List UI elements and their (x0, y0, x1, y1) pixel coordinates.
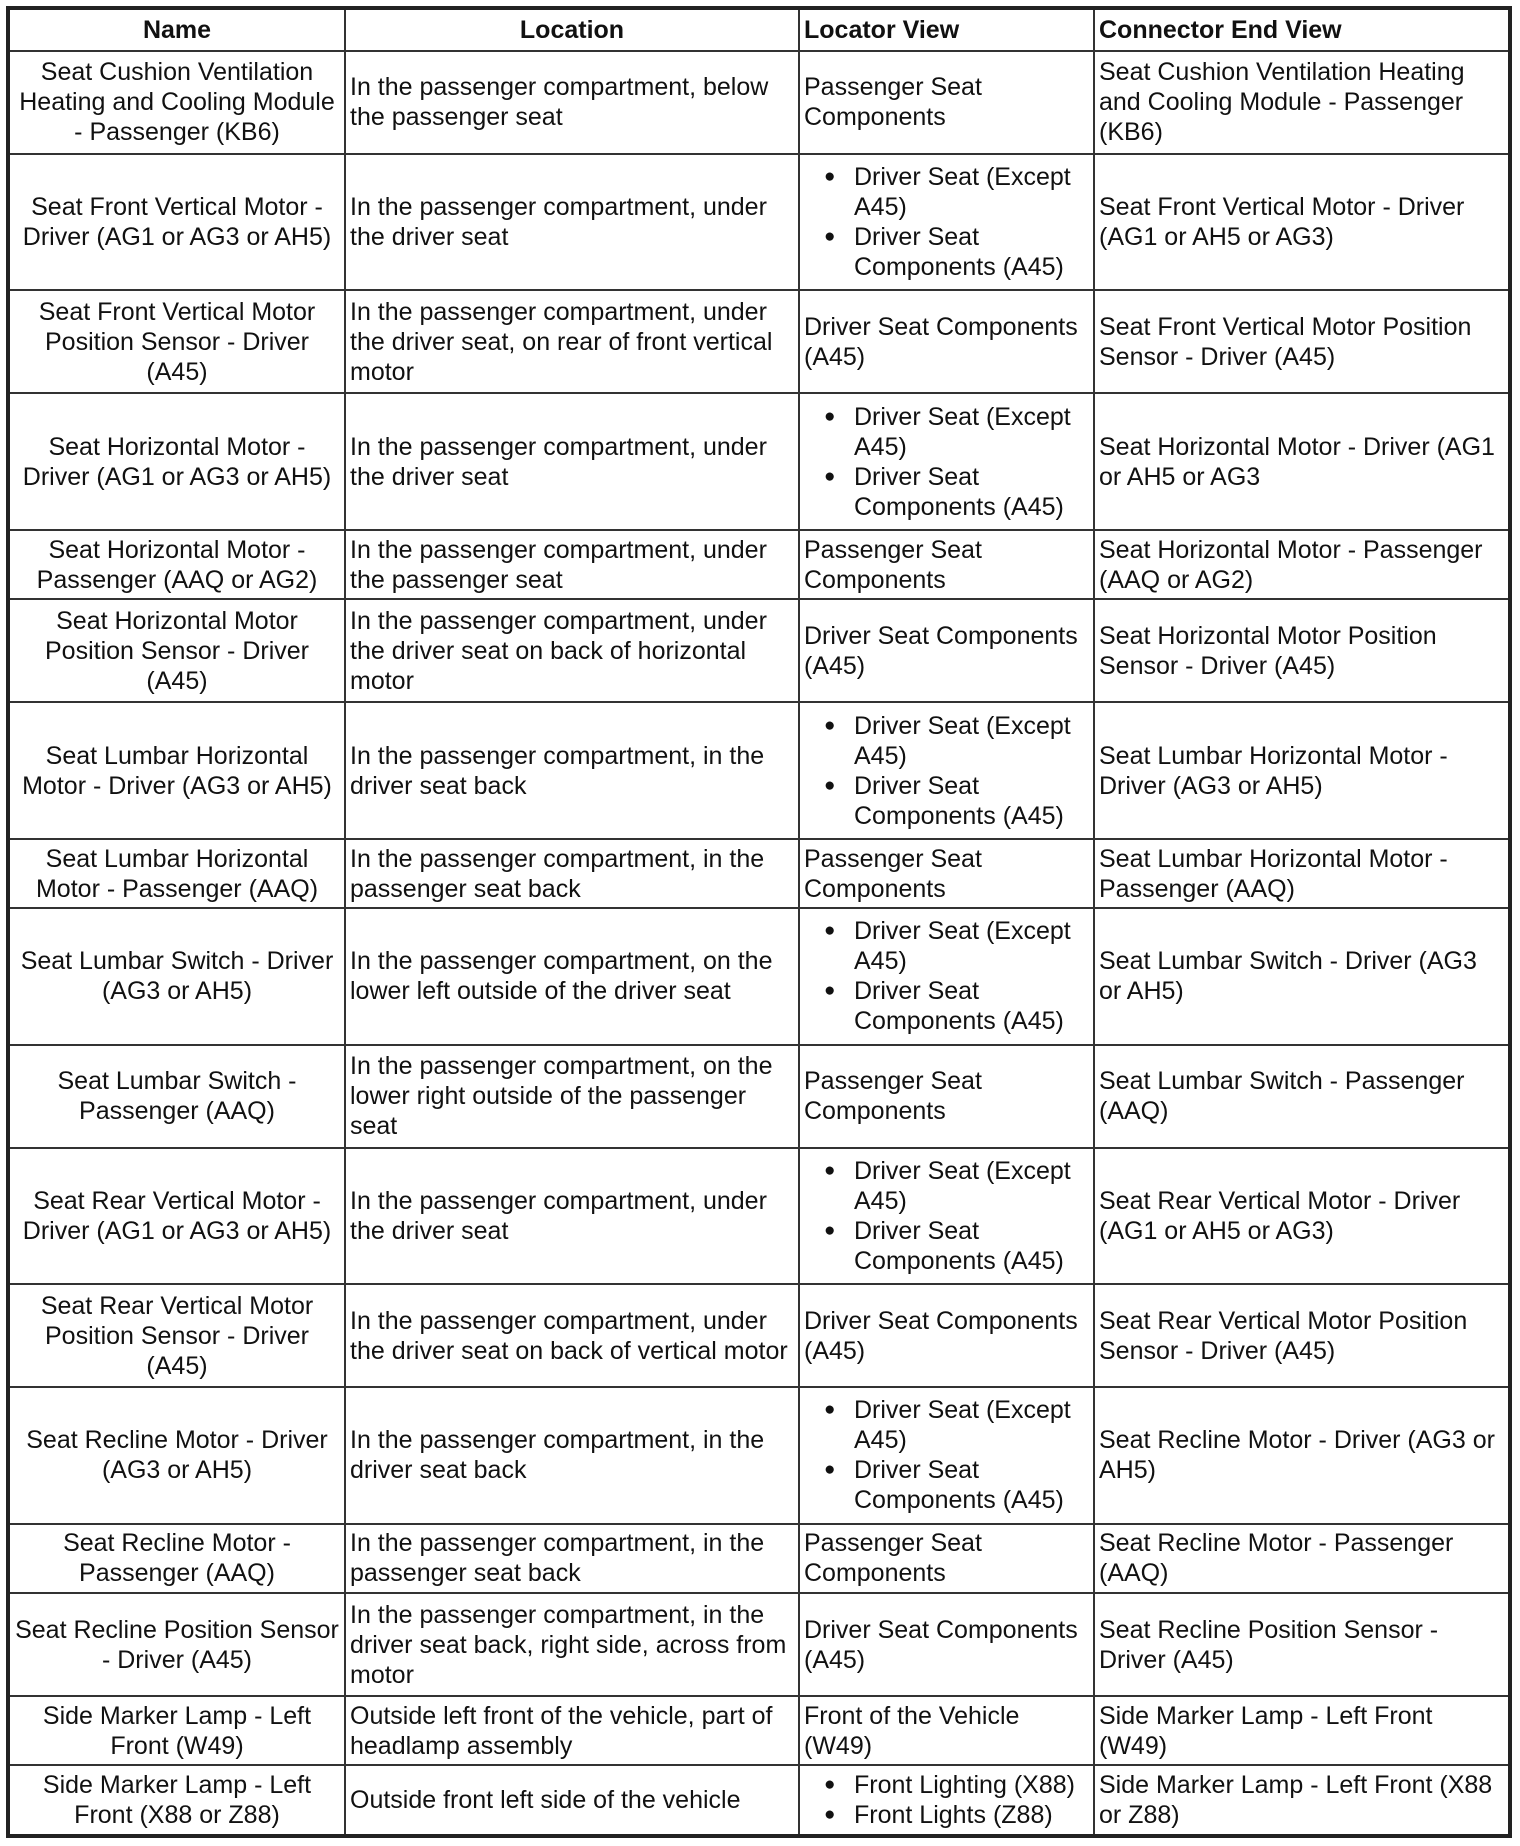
cell-locator-view (799, 1765, 1094, 1836)
column-header-name: Name (8, 8, 345, 51)
cell-location: In the passenger compartment, under the driver seat on back of vertical motor (345, 1284, 799, 1387)
cell-location: Outside front left side of the vehicle (345, 1765, 799, 1836)
component-locator-table (6, 6, 1512, 1838)
table-body (8, 51, 1510, 1836)
locator-view-item: ● Driver Seat Components (A45) (804, 1216, 1089, 1276)
cell-name: Seat Recline Position Sensor - Driver (A45) (8, 1593, 345, 1696)
cell-connector-end-view: Seat Front Vertical Motor - Driver (AG1 or AH5 or AG3) (1094, 154, 1510, 291)
cell-location: Outside left front of the vehicle, part of headlamp assembly (345, 1696, 799, 1765)
locator-view-item: ● Driver Seat Components (A45) (804, 222, 1089, 282)
cell-location: In the passenger compartment, in the passenger seat back (345, 839, 799, 908)
cell-name: Seat Lumbar Switch - Driver (AG3 or AH5) (8, 908, 345, 1045)
cell-location: In the passenger compartment, on the lower left outside of the driver seat (345, 908, 799, 1045)
cell-locator-view: Driver Seat Components (A45) (799, 1284, 1094, 1387)
cell-connector-end-view: Seat Lumbar Horizontal Motor - Driver (AG3 or AH5) (1094, 702, 1510, 839)
table-row (8, 290, 1510, 393)
cell-connector-end-view: Seat Rear Vertical Motor - Driver (AG1 or AH5 or AG3) (1094, 1148, 1510, 1285)
locator-view-item: ● Driver Seat Components (A45) (804, 771, 1089, 831)
cell-location: In the passenger compartment, in the driver seat back (345, 1387, 799, 1524)
cell-locator-view: Driver Seat Components (A45) (799, 290, 1094, 393)
table-row (8, 1593, 1510, 1696)
cell-locator-view (799, 154, 1094, 291)
cell-name: Seat Cushion Ventilation Heating and Cooling Module - Passenger (KB6) (8, 51, 345, 154)
cell-connector-end-view: Side Marker Lamp - Left Front (W49) (1094, 1696, 1510, 1765)
cell-name: Seat Lumbar Horizontal Motor - Driver (AG3 or AH5) (8, 702, 345, 839)
locator-view-item: ● Driver Seat (Except A45) (804, 1156, 1089, 1216)
table-row (8, 908, 1510, 1045)
cell-connector-end-view: Seat Horizontal Motor - Driver (AG1 or AH5 or AG3 (1094, 393, 1510, 530)
cell-location: In the passenger compartment, under the passenger seat (345, 530, 799, 599)
locator-view-list (804, 1156, 1089, 1276)
table-row (8, 1284, 1510, 1387)
cell-location: In the passenger compartment, in the passenger seat back (345, 1524, 799, 1593)
locator-view-list (804, 1770, 1089, 1830)
cell-connector-end-view: Seat Lumbar Horizontal Motor - Passenger (AAQ) (1094, 839, 1510, 908)
locator-view-item: ● Driver Seat Components (A45) (804, 462, 1089, 522)
locator-view-item: ● Driver Seat (Except A45) (804, 162, 1089, 222)
cell-name: Seat Front Vertical Motor - Driver (AG1 or AG3 or AH5) (8, 154, 345, 291)
cell-connector-end-view: Seat Recline Motor - Passenger (AAQ) (1094, 1524, 1510, 1593)
cell-location: In the passenger compartment, in the driver seat back (345, 702, 799, 839)
locator-view-item: ● Driver Seat (Except A45) (804, 916, 1089, 976)
cell-locator-view (799, 702, 1094, 839)
cell-locator-view: Passenger Seat Components (799, 1524, 1094, 1593)
table-row (8, 1387, 1510, 1524)
cell-name: Seat Rear Vertical Motor - Driver (AG1 or AG3 or AH5) (8, 1148, 345, 1285)
cell-location: In the passenger compartment, below the passenger seat (345, 51, 799, 154)
cell-locator-view (799, 908, 1094, 1045)
cell-connector-end-view: Seat Horizontal Motor - Passenger (AAQ or AG2) (1094, 530, 1510, 599)
cell-connector-end-view: Seat Lumbar Switch - Passenger (AAQ) (1094, 1045, 1510, 1148)
table-row (8, 530, 1510, 599)
cell-locator-view: Passenger Seat Components (799, 1045, 1094, 1148)
locator-view-list (804, 402, 1089, 522)
cell-locator-view: Passenger Seat Components (799, 839, 1094, 908)
cell-location: In the passenger compartment, on the lower right outside of the passenger seat (345, 1045, 799, 1148)
cell-name: Seat Rear Vertical Motor Position Sensor - Driver (A45) (8, 1284, 345, 1387)
cell-locator-view (799, 1148, 1094, 1285)
table-row (8, 702, 1510, 839)
cell-location: In the passenger compartment, under the driver seat (345, 154, 799, 291)
cell-locator-view: Driver Seat Components (A45) (799, 1593, 1094, 1696)
table-row (8, 1045, 1510, 1148)
cell-name: Seat Front Vertical Motor Position Sensor - Driver (A45) (8, 290, 345, 393)
cell-connector-end-view: Seat Horizontal Motor Position Sensor - Driver (A45) (1094, 599, 1510, 702)
cell-name: Seat Horizontal Motor - Passenger (AAQ or AG2) (8, 530, 345, 599)
locator-view-list (804, 162, 1089, 282)
cell-locator-view: Passenger Seat Components (799, 51, 1094, 154)
table-row (8, 599, 1510, 702)
cell-locator-view: Driver Seat Components (A45) (799, 599, 1094, 702)
cell-name: Seat Recline Motor - Driver (AG3 or AH5) (8, 1387, 345, 1524)
cell-locator-view (799, 1387, 1094, 1524)
column-header-locator-view: Locator View (799, 8, 1094, 51)
locator-view-item: ● Front Lighting (X88) (804, 1770, 1089, 1800)
cell-name: Side Marker Lamp - Left Front (W49) (8, 1696, 345, 1765)
cell-locator-view: Front of the Vehicle (W49) (799, 1696, 1094, 1765)
cell-connector-end-view: Seat Front Vertical Motor Position Sensor - Driver (A45) (1094, 290, 1510, 393)
cell-location: In the passenger compartment, under the driver seat (345, 1148, 799, 1285)
locator-view-item: ● Front Lights (Z88) (804, 1800, 1089, 1830)
table-row (8, 1524, 1510, 1593)
table-row (8, 839, 1510, 908)
table-row (8, 1765, 1510, 1836)
cell-connector-end-view: Seat Lumbar Switch - Driver (AG3 or AH5) (1094, 908, 1510, 1045)
cell-connector-end-view: Seat Rear Vertical Motor Position Sensor - Driver (A45) (1094, 1284, 1510, 1387)
cell-connector-end-view: Seat Cushion Ventilation Heating and Cooling Module - Passenger (KB6) (1094, 51, 1510, 154)
locator-view-item: ● Driver Seat (Except A45) (804, 711, 1089, 771)
cell-name: Seat Recline Motor - Passenger (AAQ) (8, 1524, 345, 1593)
cell-connector-end-view: Seat Recline Motor - Driver (AG3 or AH5) (1094, 1387, 1510, 1524)
locator-view-list (804, 916, 1089, 1036)
header-row (8, 8, 1510, 51)
cell-name: Seat Horizontal Motor - Driver (AG1 or AG3 or AH5) (8, 393, 345, 530)
locator-view-item: ● Driver Seat (Except A45) (804, 1395, 1089, 1455)
table-row (8, 1696, 1510, 1765)
cell-location: In the passenger compartment, in the driver seat back, right side, across from motor (345, 1593, 799, 1696)
cell-locator-view: Passenger Seat Components (799, 530, 1094, 599)
column-header-connector-end-view: Connector End View (1094, 8, 1510, 51)
cell-locator-view (799, 393, 1094, 530)
cell-name: Side Marker Lamp - Left Front (X88 or Z88) (8, 1765, 345, 1836)
cell-location: In the passenger compartment, under the driver seat on back of horizontal motor (345, 599, 799, 702)
cell-connector-end-view: Seat Recline Position Sensor - Driver (A45) (1094, 1593, 1510, 1696)
locator-view-list (804, 1395, 1089, 1515)
cell-name: Seat Horizontal Motor Position Sensor - Driver (A45) (8, 599, 345, 702)
table-row (8, 51, 1510, 154)
cell-name: Seat Lumbar Horizontal Motor - Passenger (AAQ) (8, 839, 345, 908)
table-row (8, 1148, 1510, 1285)
table-row (8, 393, 1510, 530)
cell-location: In the passenger compartment, under the driver seat (345, 393, 799, 530)
cell-connector-end-view: Side Marker Lamp - Left Front (X88 or Z88) (1094, 1765, 1510, 1836)
locator-view-list (804, 711, 1089, 831)
cell-location: In the passenger compartment, under the driver seat, on rear of front vertical motor (345, 290, 799, 393)
table-row (8, 154, 1510, 291)
cell-name: Seat Lumbar Switch - Passenger (AAQ) (8, 1045, 345, 1148)
column-header-location: Location (345, 8, 799, 51)
locator-view-item: ● Driver Seat Components (A45) (804, 1455, 1089, 1515)
locator-view-item: ● Driver Seat (Except A45) (804, 402, 1089, 462)
locator-view-item: ● Driver Seat Components (A45) (804, 976, 1089, 1036)
